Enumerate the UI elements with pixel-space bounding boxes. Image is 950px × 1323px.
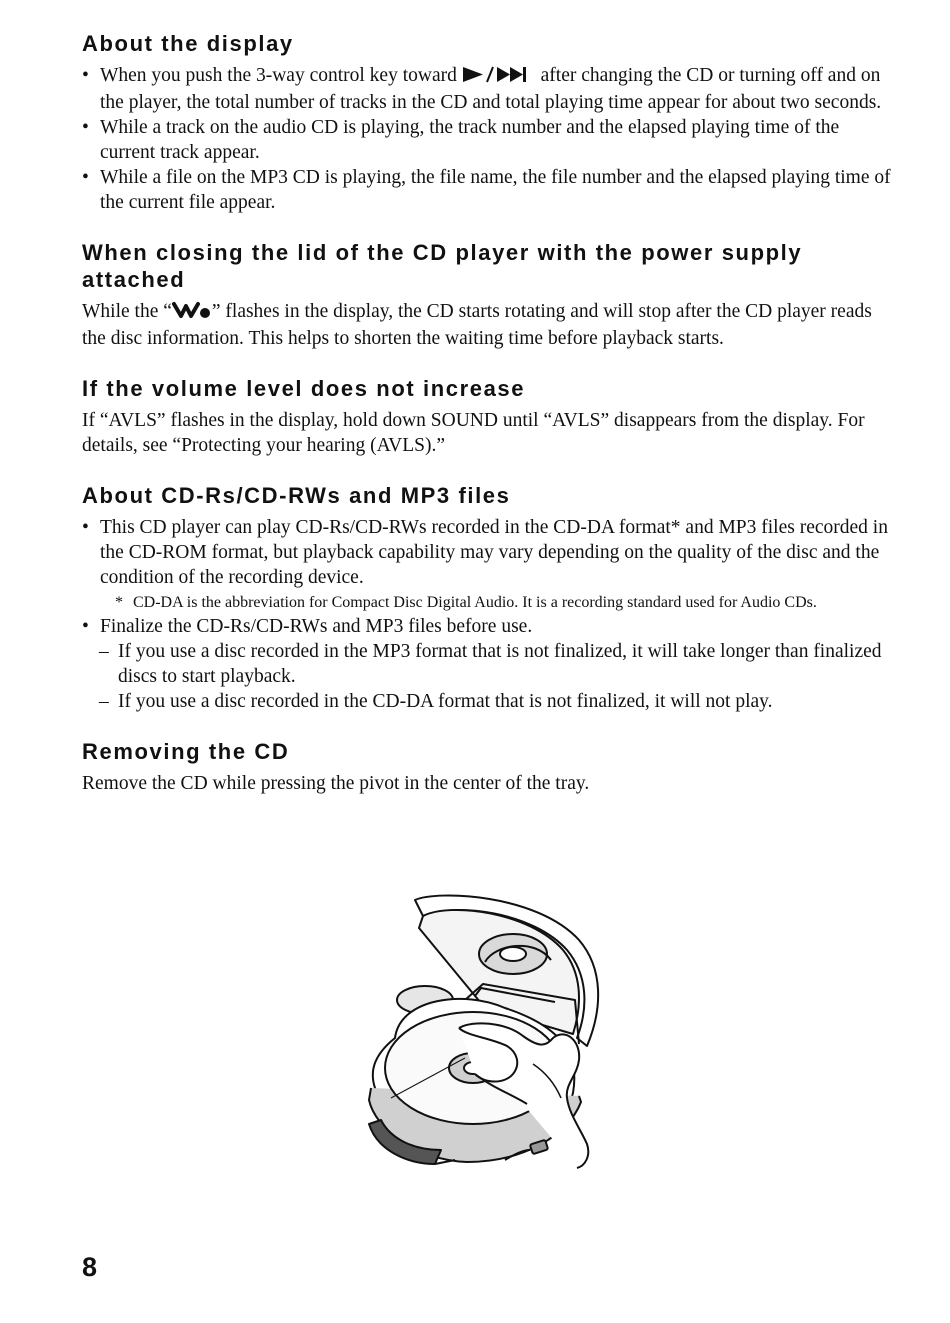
heading-removing-cd: Removing the CD bbox=[82, 739, 290, 764]
bullet-list bbox=[82, 515, 897, 639]
play-next-icon bbox=[462, 65, 536, 90]
page-number: 8 bbox=[82, 1252, 98, 1282]
paragraph: While the “ ” flashes in the display, the CD starts rotating and will stop after the CD player reads the disc information. This helps to shorten the waiting time before playback starts. bbox=[82, 301, 872, 349]
list-item: – If you use a disc recorded in the CD-DA format that is not finalized, it will not play. bbox=[82, 689, 897, 714]
cd-removal-illustration bbox=[355, 888, 600, 1188]
heading-about-display: About the display bbox=[82, 31, 294, 56]
section-volume bbox=[82, 375, 897, 458]
paragraph: Remove the CD while pressing the pivot in the center of the tray. bbox=[82, 773, 590, 794]
list-item: • When you push the 3-way control key toward after changing the CD or turning off and on the player, the total number of tracks in the CD and total playing time appear for about two seconds. bbox=[82, 63, 897, 115]
walkman-logo-icon bbox=[172, 301, 212, 326]
footnote: * CD-DA is the abbreviation for Compact Disc Digital Audio. It is a recording standard used for Audio CDs. bbox=[115, 594, 817, 611]
dash-list bbox=[82, 639, 897, 714]
list-item: • While a file on the MP3 CD is playing, the file name, the file number and the elapsed playing time of the current file appear. bbox=[82, 165, 897, 215]
list-item: • Finalize the CD-Rs/CD-RWs and MP3 files before use. bbox=[82, 614, 897, 639]
list-item: • While a track on the audio CD is playing, the track number and the elapsed playing time of the current track appear. bbox=[82, 115, 897, 165]
list-item: • This CD player can play CD-Rs/CD-RWs recorded in the CD-DA format* and MP3 files recorded in the CD-ROM format, but playback capability may vary depending on the quality of the disc and the condition of the recording device. * CD-DA is the abbreviation for Compact Disc Digital Audio. It is a recording standard used for Audio CDs. bbox=[82, 515, 897, 614]
section-removing-cd bbox=[82, 738, 897, 796]
section-cdr-mp3 bbox=[82, 482, 897, 714]
list-item: – If you use a disc recorded in the MP3 format that is not finalized, it will take longer than finalized discs to start playback. bbox=[82, 639, 897, 689]
heading-closing-lid: When closing the lid of the CD player with the power supply attached bbox=[82, 240, 803, 292]
heading-cdr-mp3: About CD-Rs/CD-RWs and MP3 files bbox=[82, 483, 511, 508]
manual-page bbox=[82, 30, 897, 820]
section-closing-lid bbox=[82, 239, 897, 351]
heading-volume: If the volume level does not increase bbox=[82, 376, 526, 401]
section-about-display bbox=[82, 30, 897, 215]
paragraph: If “AVLS” flashes in the display, hold down SOUND until “AVLS” disappears from the display. For details, see “Protecting your hearing (AVLS).” bbox=[82, 410, 865, 456]
bullet-list bbox=[82, 63, 897, 215]
